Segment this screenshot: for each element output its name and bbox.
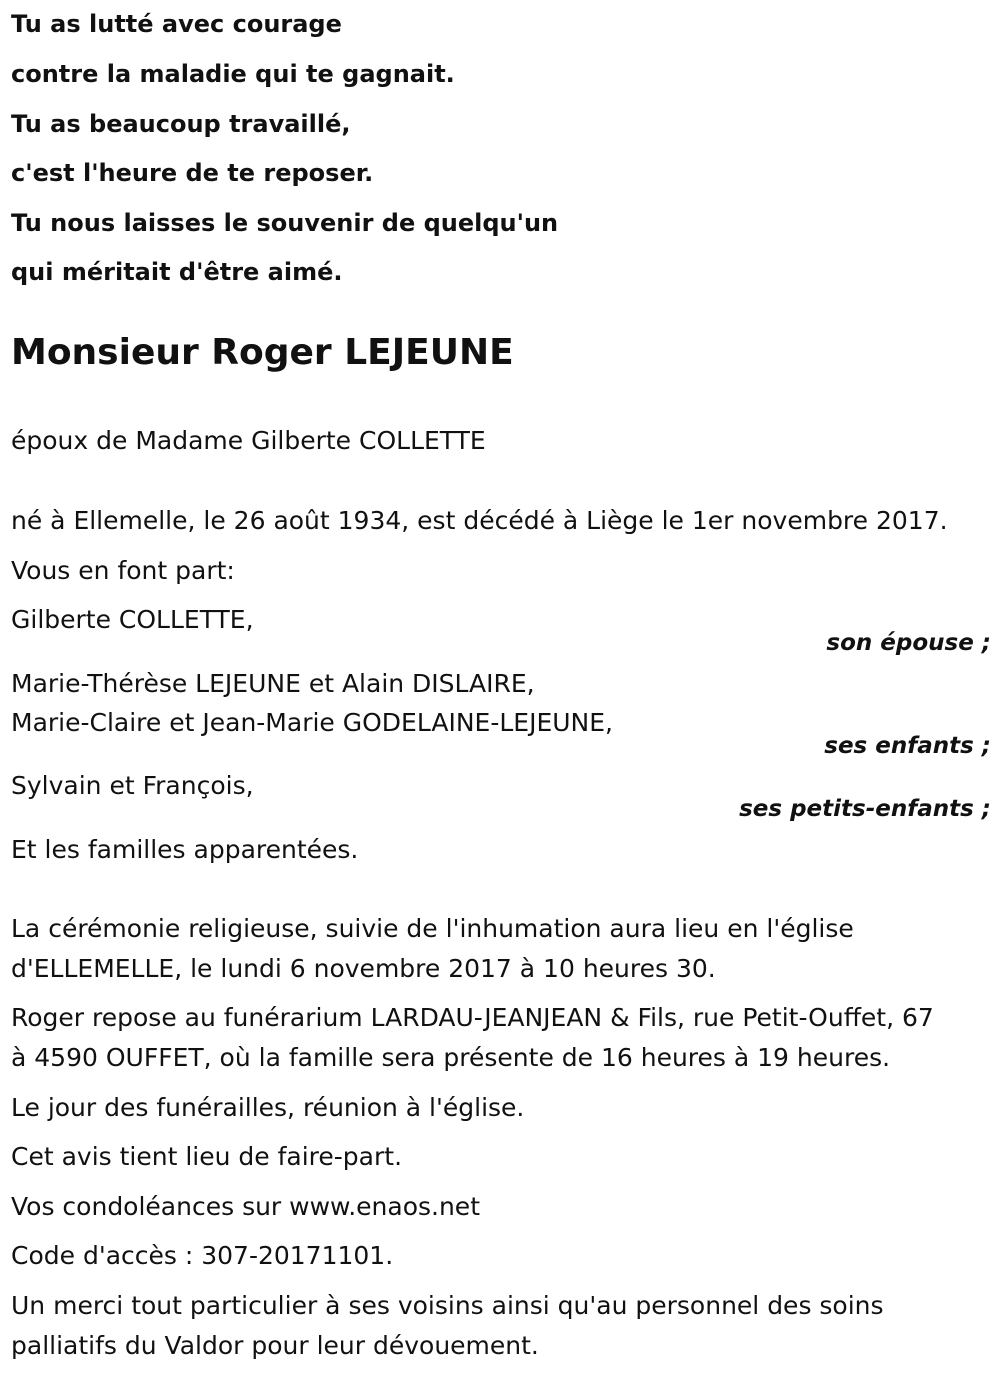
meeting-line: Le jour des funérailles, réunion à l'église. <box>11 1093 525 1122</box>
poem-line: qui méritait d'être aimé. <box>11 258 343 286</box>
condolences-line: Vos condoléances sur www.enaos.net <box>11 1192 480 1221</box>
access-code-line: Code d'accès : 307-20171101. <box>11 1241 394 1270</box>
poem-line: Tu nous laisses le souvenir de quelqu'un <box>11 209 559 237</box>
poem-line: Tu as lutté avec courage <box>11 10 342 38</box>
poem-line: Tu as beaucoup travaillé, <box>11 110 351 138</box>
ceremony-line: La cérémonie religieuse, suivie de l'inhumation aura lieu en l'église <box>11 914 854 943</box>
thanks-line: palliatifs du Valdor pour leur dévouement. <box>11 1331 539 1360</box>
family-names: Sylvain et François, <box>11 771 254 800</box>
poem-line: c'est l'heure de te reposer. <box>11 159 374 187</box>
thanks-line: Un merci tout particulier à ses voisins ainsi qu'au personnel des soins <box>11 1291 884 1320</box>
family-role: son épouse ; <box>826 630 991 656</box>
relatives-line: Et les familles apparentées. <box>11 835 359 864</box>
birth-death-line: né à Ellemelle, le 26 août 1934, est décédé à Liège le 1er novembre 2017. <box>11 506 948 535</box>
ceremony-line: d'ELLEMELLE, le lundi 6 novembre 2017 à 10 heures 30. <box>11 954 716 983</box>
repose-line: Roger repose au funérarium LARDAU-JEANJEAN & Fils, rue Petit-Ouffet, 67 <box>11 1003 934 1032</box>
spouse-line: époux de Madame Gilberte COLLETTE <box>11 426 486 455</box>
notice-line: Cet avis tient lieu de faire-part. <box>11 1142 403 1171</box>
poem-line: contre la maladie qui te gagnait. <box>11 60 455 88</box>
deceased-name: Monsieur Roger LEJEUNE <box>11 332 514 373</box>
family-names: Gilberte COLLETTE, <box>11 605 254 634</box>
repose-line: à 4590 OUFFET, où la famille sera présente de 16 heures à 19 heures. <box>11 1043 891 1072</box>
family-role: ses petits-enfants ; <box>739 796 991 822</box>
family-names: Marie-Claire et Jean-Marie GODELAINE-LEJEUNE, <box>11 708 613 737</box>
family-role: ses enfants ; <box>824 733 991 759</box>
announcement-intro: Vous en font part: <box>11 556 235 585</box>
family-names: Marie-Thérèse LEJEUNE et Alain DISLAIRE, <box>11 669 535 698</box>
